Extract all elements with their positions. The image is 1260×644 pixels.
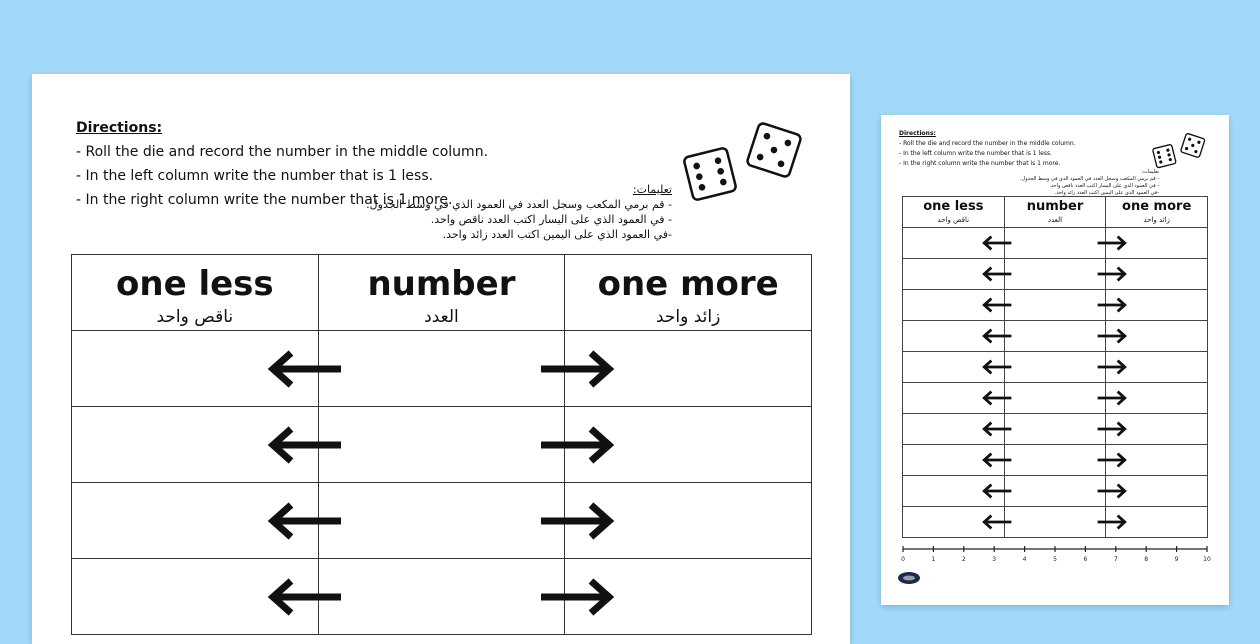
table-row xyxy=(903,228,1208,259)
one-more-cell[interactable] xyxy=(565,483,812,559)
number-cell[interactable] xyxy=(1004,352,1106,383)
dice-icon xyxy=(1151,133,1207,173)
one-more-cell[interactable] xyxy=(1106,476,1208,507)
number-line-label: 2 xyxy=(961,556,966,563)
worksheet-table xyxy=(71,254,812,635)
number-line-label: 3 xyxy=(992,556,997,563)
number-line-label: 4 xyxy=(1022,556,1027,563)
direction-line: - In the left column write the number that is 1 less. xyxy=(76,168,434,184)
table-row xyxy=(72,559,812,635)
arabic-directions xyxy=(989,169,1159,197)
table-row xyxy=(72,483,812,559)
number-cell[interactable] xyxy=(318,559,565,635)
number-cell[interactable] xyxy=(318,331,565,407)
number-cell[interactable] xyxy=(1004,507,1106,538)
one-more-cell[interactable] xyxy=(565,407,812,483)
table-row xyxy=(72,407,812,483)
arabic-direction-line: - في العمود الذي على اليسار اكتب العدد ناقص واحد. xyxy=(1049,183,1159,189)
one-less-cell[interactable] xyxy=(903,228,1005,259)
arabic-direction-line: - قم برمي المكعب وسجل العدد في العمود الذي في وسط الجدول. xyxy=(1019,176,1159,182)
number-cell[interactable] xyxy=(1004,476,1106,507)
column-title: one more xyxy=(1122,199,1192,214)
column-header-number xyxy=(1004,197,1106,228)
one-more-cell[interactable] xyxy=(1106,259,1208,290)
one-more-cell[interactable] xyxy=(1106,321,1208,352)
number-cell[interactable] xyxy=(1004,228,1106,259)
direction-line: - In the right column write the number that is 1 more. xyxy=(899,160,1061,167)
arabic-direction-line: -في العمود الذي على اليمين اكتب العدد زائد واحد. xyxy=(1054,190,1159,196)
direction-line: - In the left column write the number that is 1 less. xyxy=(899,150,1053,157)
column-title: one less xyxy=(116,264,274,304)
arabic-direction-line: -في العمود الذي على اليمين اكتب العدد زائد واحد. xyxy=(442,228,672,241)
column-title: one more xyxy=(597,264,779,304)
number-cell[interactable] xyxy=(318,483,565,559)
one-less-cell[interactable] xyxy=(72,559,319,635)
one-less-cell[interactable] xyxy=(903,445,1005,476)
one-less-cell[interactable] xyxy=(903,507,1005,538)
number-line-label: 1 xyxy=(931,556,936,563)
column-title-arabic: زائد واحد xyxy=(1143,216,1170,224)
column-title-arabic: ناقص واحد xyxy=(937,216,970,224)
number-cell[interactable] xyxy=(318,407,565,483)
one-more-cell[interactable] xyxy=(1106,352,1208,383)
table-row xyxy=(903,290,1208,321)
arabic-direction-line: - في العمود الذي على اليسار اكتب العدد ناقص واحد. xyxy=(430,213,672,226)
one-less-cell[interactable] xyxy=(72,331,319,407)
table-row xyxy=(903,507,1208,538)
column-title: number xyxy=(367,264,516,304)
worksheet-table xyxy=(902,196,1208,538)
number-line-label: 5 xyxy=(1053,556,1057,563)
one-more-cell[interactable] xyxy=(1106,290,1208,321)
one-less-cell[interactable] xyxy=(903,383,1005,414)
table-row xyxy=(72,331,812,407)
column-title-arabic: زائد واحد xyxy=(655,307,721,327)
directions-title: Directions: xyxy=(899,130,936,137)
column-header-one-less xyxy=(72,255,319,331)
table-row xyxy=(903,476,1208,507)
column-header-one-less xyxy=(903,197,1005,228)
number-cell[interactable] xyxy=(1004,290,1106,321)
one-more-cell[interactable] xyxy=(1106,228,1208,259)
one-less-cell[interactable] xyxy=(72,407,319,483)
one-less-cell[interactable] xyxy=(903,476,1005,507)
column-title-arabic: العدد xyxy=(424,307,459,327)
column-header-one-more xyxy=(565,255,812,331)
arabic-direction-line: - قم برمي المكعب وسجل العدد في العمود الذي في وسط الجدول. xyxy=(366,198,672,211)
number-line-label: 0 xyxy=(901,556,905,563)
table-row xyxy=(903,321,1208,352)
arabic-directions-title: تعليمات: xyxy=(632,183,672,196)
one-more-cell[interactable] xyxy=(1106,507,1208,538)
table-row xyxy=(903,445,1208,476)
one-more-cell[interactable] xyxy=(1106,445,1208,476)
column-header-one-more xyxy=(1106,197,1208,228)
number-cell[interactable] xyxy=(1004,414,1106,445)
directions xyxy=(899,129,1076,169)
one-less-cell[interactable] xyxy=(72,483,319,559)
worksheet-preview xyxy=(881,115,1229,605)
arabic-directions-title: تعليمات: xyxy=(1141,169,1159,175)
column-title: one less xyxy=(923,199,984,214)
one-more-cell[interactable] xyxy=(565,559,812,635)
column-title-arabic: العدد xyxy=(1047,216,1063,224)
one-less-cell[interactable] xyxy=(903,290,1005,321)
number-line xyxy=(899,543,1211,563)
one-less-cell[interactable] xyxy=(903,259,1005,290)
column-header-number xyxy=(318,255,565,331)
number-line-label: 6 xyxy=(1083,556,1088,563)
dice-icon xyxy=(680,122,806,212)
directions-title: Directions: xyxy=(76,120,163,136)
table-row xyxy=(903,414,1208,445)
number-line-label: 8 xyxy=(1144,556,1149,563)
table-row xyxy=(903,259,1208,290)
one-less-cell[interactable] xyxy=(903,414,1005,445)
one-less-cell[interactable] xyxy=(903,321,1005,352)
direction-line: - Roll the die and record the number in the middle column. xyxy=(76,144,489,160)
direction-line: - In the right column write the number that is 1 more. xyxy=(76,192,453,208)
number-line-label: 7 xyxy=(1113,556,1118,563)
one-more-cell[interactable] xyxy=(1106,414,1208,445)
number-line-label: 9 xyxy=(1174,556,1179,563)
number-cell[interactable] xyxy=(1004,383,1106,414)
worksheet-page xyxy=(32,74,850,644)
one-less-cell[interactable] xyxy=(903,352,1005,383)
column-title: number xyxy=(1026,199,1084,214)
number-cell[interactable] xyxy=(1004,321,1106,352)
number-cell[interactable] xyxy=(1004,259,1106,290)
column-title-arabic: ناقص واحد xyxy=(156,307,234,327)
direction-line: - Roll the die and record the number in the middle column. xyxy=(899,140,1076,147)
arabic-directions xyxy=(312,182,672,242)
logo-icon xyxy=(897,571,921,585)
one-more-cell[interactable] xyxy=(1106,383,1208,414)
number-line-label: 10 xyxy=(1203,556,1211,563)
table-row xyxy=(903,352,1208,383)
table-row xyxy=(903,383,1208,414)
number-cell[interactable] xyxy=(1004,445,1106,476)
one-more-cell[interactable] xyxy=(565,331,812,407)
